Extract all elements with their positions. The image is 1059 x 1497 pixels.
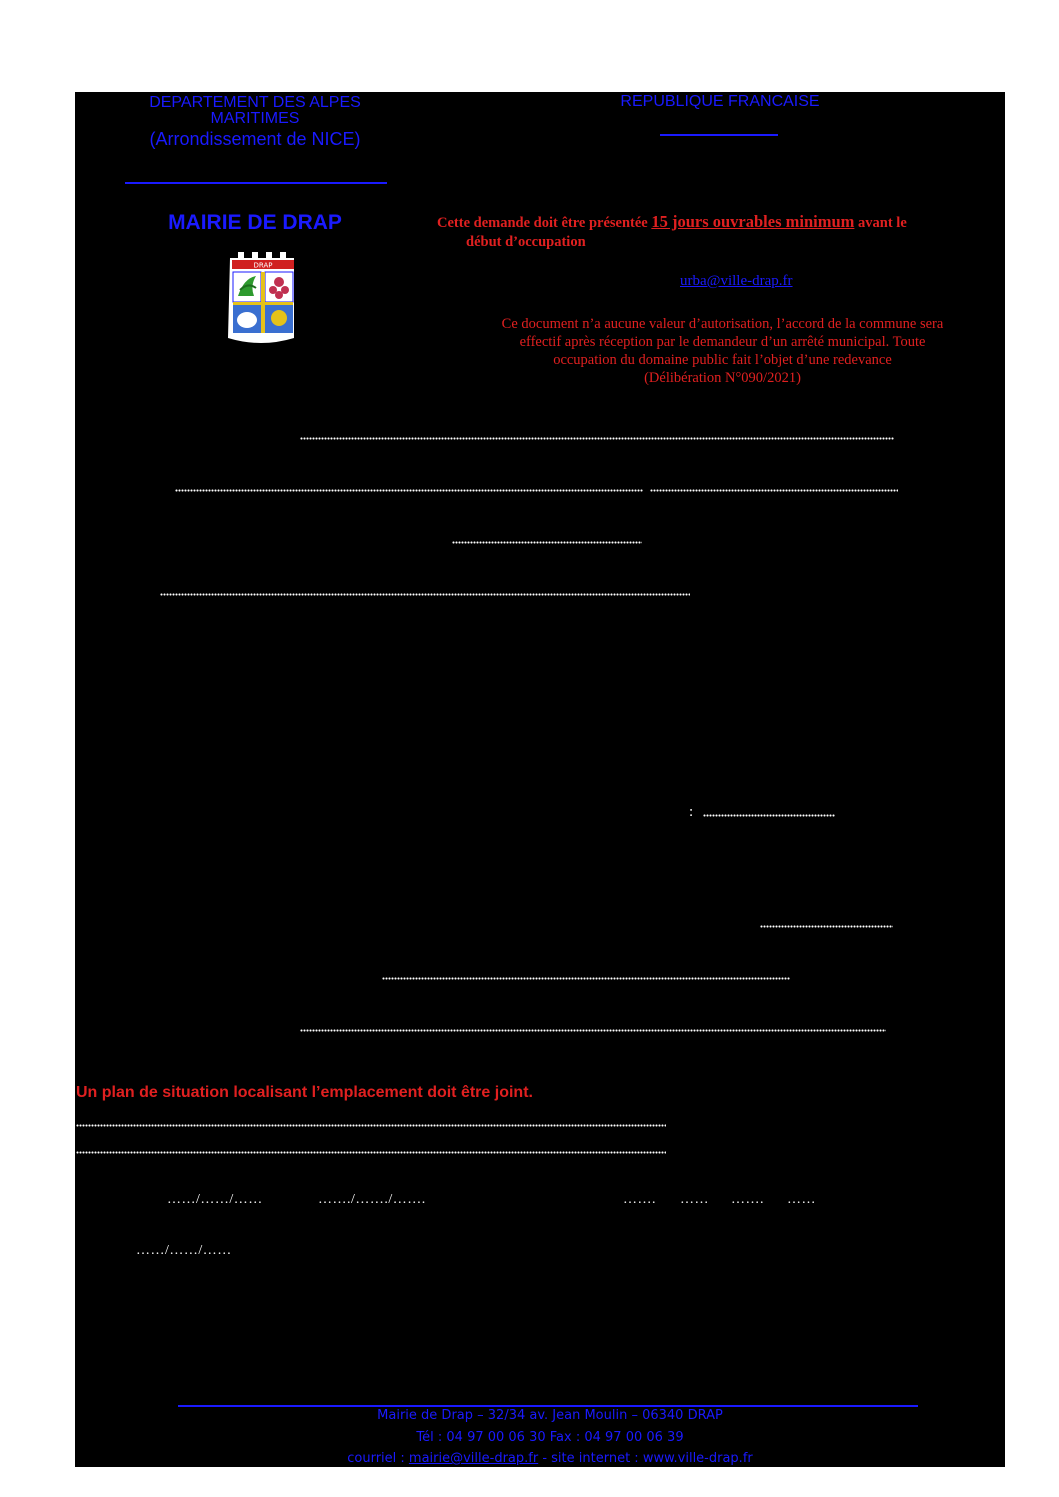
fill-in-line[interactable] — [300, 437, 894, 440]
end-date-field[interactable]: ……./……./……. — [318, 1192, 426, 1207]
courriel-label: courriel : — [347, 1451, 409, 1466]
situation-plan-notice: Un plan de situation localisant l’emplacement doit être joint. — [76, 1084, 533, 1101]
disclaimer-line-3: occupation du domaine public fait l’objet d’une redevance — [553, 352, 892, 368]
notice-text-before: Cette demande doit être présentée — [437, 215, 652, 231]
footer-address: Mairie de Drap – 32/34 av. Jean Moulin – 06340 DRAP — [377, 1408, 723, 1423]
fill-in-line[interactable] — [76, 1151, 666, 1154]
footer-contact — [200, 1451, 900, 1466]
signature-date-field[interactable]: ……/……/…… — [136, 1243, 232, 1258]
disclaimer-line-4: (Délibération N°090/2021) — [644, 370, 801, 386]
footer-divider — [178, 1405, 918, 1407]
field-colon: : — [689, 804, 694, 820]
department-heading — [110, 95, 400, 151]
fill-in-line[interactable] — [300, 1029, 886, 1032]
urbanism-email-link[interactable]: urba@ville-drap.fr — [680, 273, 793, 289]
form-page-background — [75, 92, 1005, 1467]
notice-line-2: début d’occupation — [466, 234, 586, 250]
fill-in-line[interactable] — [382, 977, 790, 980]
department-line-2: MARITIMES — [210, 110, 300, 127]
time-field-4[interactable]: …… — [787, 1192, 816, 1207]
notice-deadline-emphasis: 15 jours ouvrables minimum — [651, 212, 855, 231]
footer-email-link[interactable]: mairie@ville-drap.fr — [408, 1451, 539, 1466]
time-field-3[interactable]: ……. — [731, 1192, 764, 1207]
start-date-field[interactable]: ……/……/…… — [167, 1192, 263, 1207]
crest-banner-text: DRAP — [253, 261, 273, 270]
town-crest-icon — [226, 250, 300, 344]
department-divider — [125, 182, 387, 184]
arrondissement: (Arrondissement de NICE) — [149, 129, 361, 149]
fill-in-line[interactable] — [650, 489, 898, 492]
site-label: - site internet : — [538, 1451, 643, 1466]
disclaimer-line-2: effectif après réception par le demandeur d’un arrêté municipal. Toute — [519, 334, 926, 350]
republic-divider — [660, 134, 778, 136]
fill-in-line[interactable] — [452, 541, 642, 544]
disclaimer-line-1: Ce document n’a aucune valeur d’autorisation, l’accord de la commune sera — [501, 316, 944, 332]
time-field-2[interactable]: …… — [680, 1192, 709, 1207]
fill-in-line[interactable] — [175, 489, 643, 492]
fill-in-line[interactable] — [76, 1124, 666, 1127]
department-line-1: DEPARTEMENT DES ALPES — [149, 94, 361, 111]
disclaimer-text — [440, 315, 1005, 387]
footer-phone-fax: Tél : 04 97 00 06 30 Fax : 04 97 00 06 39 — [416, 1430, 684, 1445]
fill-in-line[interactable] — [160, 593, 690, 596]
submission-deadline-notice — [437, 212, 1007, 252]
notice-text-after: avant le — [854, 215, 907, 231]
republic-heading: REPUBLIQUE FRANCAISE — [620, 93, 820, 110]
footer-website-link[interactable]: www.ville-drap.fr — [642, 1451, 753, 1466]
fill-in-line[interactable] — [703, 814, 835, 817]
time-field-1[interactable]: ……. — [623, 1192, 656, 1207]
fill-in-line[interactable] — [760, 925, 893, 928]
mairie-title: MAIRIE DE DRAP — [168, 211, 342, 234]
